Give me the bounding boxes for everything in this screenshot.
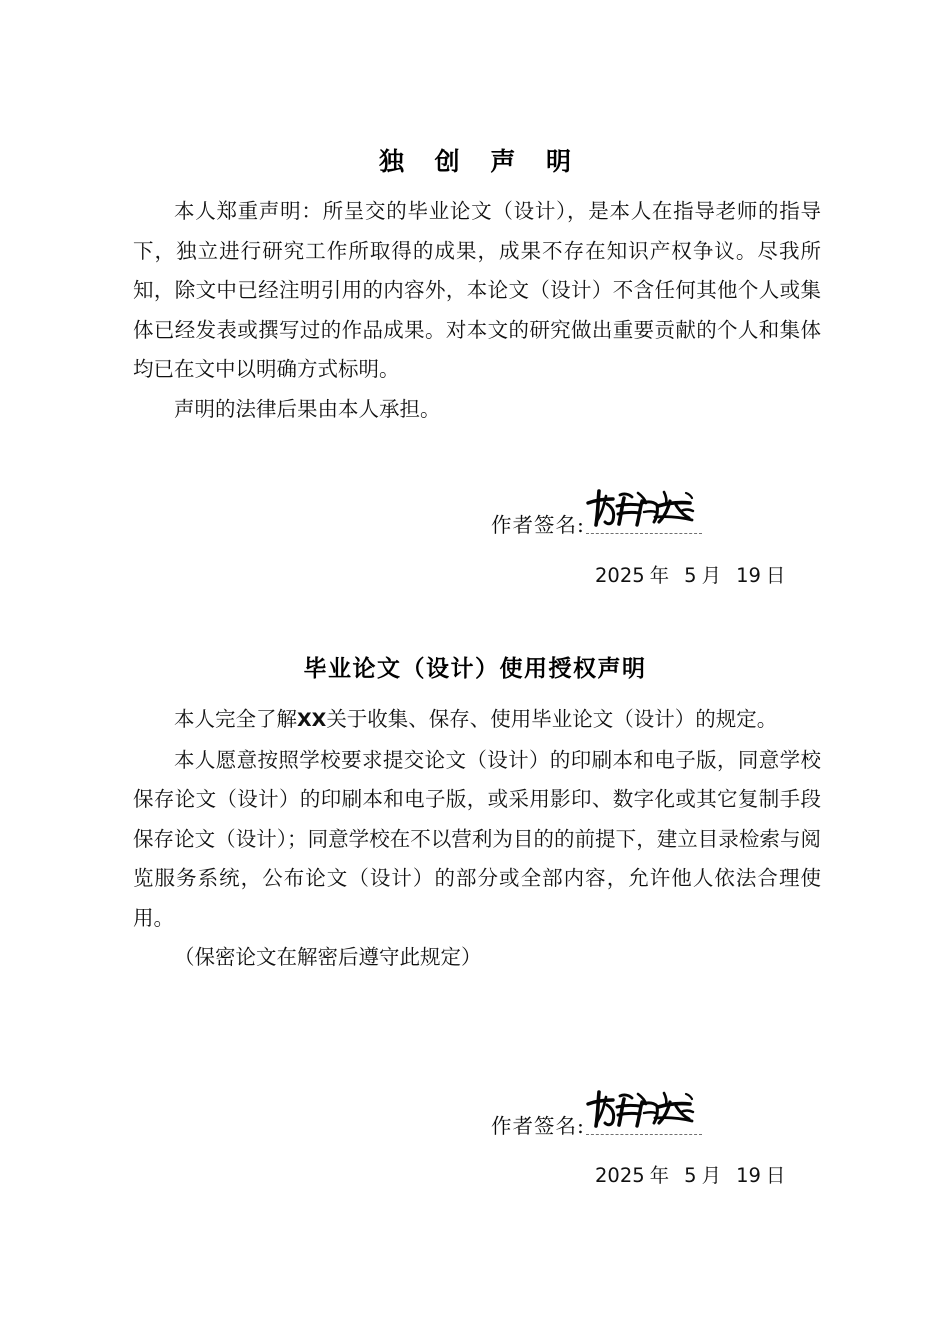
originality-declaration-heading: 独 创 声 明 (378, 147, 583, 176)
paragraph: 本人郑重声明：所呈交的毕业论文（设计），是本人在指导老师的指导下，独立进行研究工作所取得的成果，成果不存在知识产权争议。尽我所知，除文中已经注明引用的内容外，本论文（设计）不含任何其他个人或集体已经发表或撰写过的作品成果。对本文的研究做出重要贡献的个人和集体均已在文中以明确方式标明。 (133, 199, 821, 381)
paragraph-suffix: 关于收集、保存、使用毕业论文（设计）的规定。 (326, 707, 778, 731)
date-year-unit: 年 (649, 1164, 670, 1187)
author-signature-row (133, 1093, 821, 1149)
paragraph (133, 700, 821, 741)
originality-declaration-body (133, 192, 821, 429)
signature-group (491, 492, 704, 540)
paragraph-prefix: 本人完全了解 (174, 707, 297, 731)
date-month-unit: 月 (701, 564, 722, 587)
date-month: 5 (684, 564, 697, 587)
authorization-declaration-heading: 毕业论文（设计）使用授权声明 (303, 656, 647, 682)
signature-handwriting-icon (582, 487, 702, 531)
paragraph: 声明的法律后果由本人承担。 (174, 396, 441, 421)
signature-slot[interactable] (586, 492, 704, 540)
date-month: 5 (684, 1164, 697, 1187)
signature-underline (586, 533, 702, 534)
authorization-declaration-body (133, 700, 821, 978)
date-day-unit: 日 (765, 1164, 786, 1187)
signature-handwriting-icon (582, 1088, 702, 1132)
signature-underline (586, 1134, 702, 1135)
signature-slot[interactable] (586, 1093, 704, 1141)
date-group (595, 1160, 785, 1188)
author-signature-label: 作者签名: (491, 1114, 585, 1138)
signature-group (491, 1093, 704, 1141)
date-group (595, 560, 785, 588)
date-day: 19 (736, 564, 761, 587)
date-day-unit: 日 (765, 564, 786, 587)
date-year-unit: 年 (649, 564, 670, 587)
paragraph: 本人愿意按照学校要求提交论文（设计）的印刷本和电子版，同意学校保存论文（设计）的印刷本和电子版，或采用影印、数字化或其它复制手段保存论文（设计）；同意学校在不以营利为目的的前提下，建立目录检索与阅览服务系统，公布论文（设计）的部分或全部内容，允许他人依法合理使用。 (133, 747, 821, 930)
date-year: 2025 (595, 1164, 645, 1187)
date-month-unit: 月 (701, 1164, 722, 1187)
date-year: 2025 (595, 564, 645, 587)
author-signature-label: 作者签名: (491, 513, 585, 537)
institution-placeholder: XX (297, 709, 327, 731)
author-signature-row (133, 492, 821, 548)
paragraph: （保密论文在解密后遵守此规定） (174, 945, 482, 969)
date-day: 19 (736, 1164, 761, 1187)
